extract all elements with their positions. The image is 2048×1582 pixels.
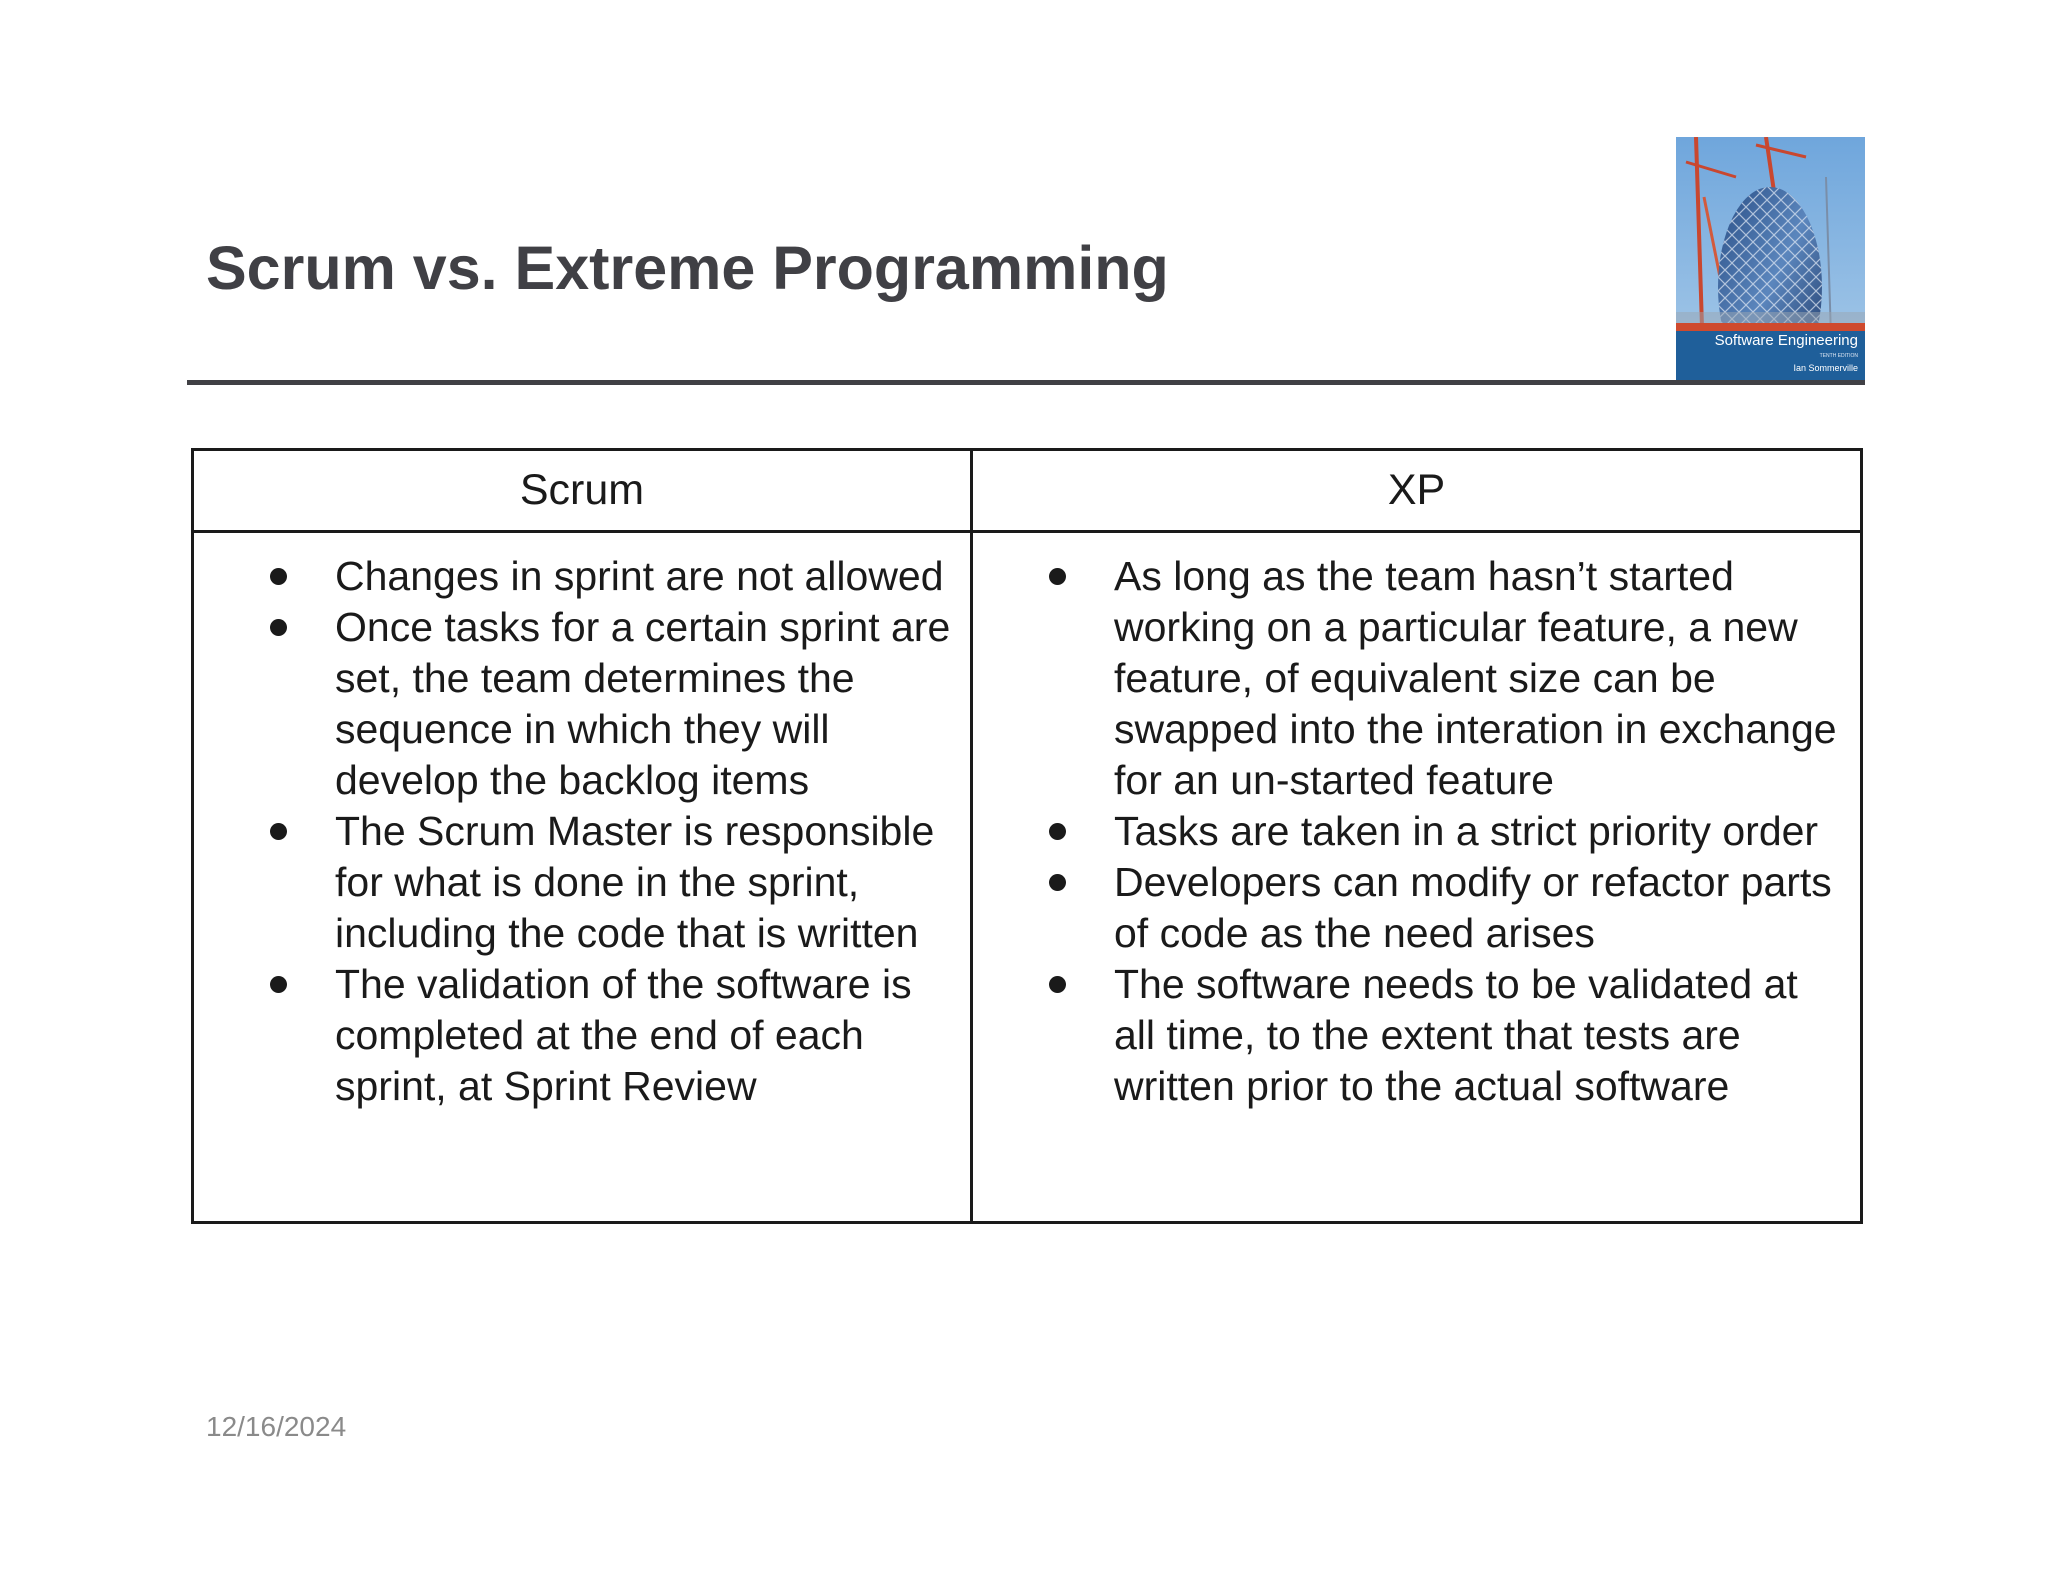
header-xp: XP xyxy=(1387,466,1446,514)
xp-item-text: The software needs to be validated at all time, to the extent that tests are written prior to the actual software xyxy=(1114,961,1798,1109)
list-item xyxy=(270,806,970,959)
cover-edition: TENTH EDITION xyxy=(1819,353,1858,359)
title-divider xyxy=(187,380,1865,385)
header-scrum: Scrum xyxy=(519,466,645,514)
bullet-icon xyxy=(1049,823,1066,840)
scrum-item-text: The validation of the software is completed at the end of each sprint, at Sprint Review xyxy=(335,961,912,1109)
list-item xyxy=(270,959,970,1112)
cover-author: Ian Sommerville xyxy=(1793,363,1858,373)
xp-item-text: Tasks are taken in a strict priority order xyxy=(1114,808,1819,854)
cover-title: Software Engineering xyxy=(1714,332,1858,349)
bullet-icon xyxy=(270,976,287,993)
list-item xyxy=(270,602,970,806)
comparison-table xyxy=(191,448,1863,1224)
xp-bullet-list xyxy=(1049,551,1849,1112)
bullet-icon xyxy=(270,568,287,585)
book-cover-image xyxy=(1676,137,1865,383)
slide-title: Scrum vs. Extreme Programming xyxy=(206,234,1169,302)
scrum-bullet-list xyxy=(270,551,970,1112)
list-item xyxy=(1049,959,1849,1112)
table-header-row xyxy=(194,451,1860,533)
bullet-icon xyxy=(270,823,287,840)
list-item xyxy=(270,551,970,602)
list-item xyxy=(1049,551,1849,806)
xp-cell xyxy=(1049,551,1849,1112)
bullet-icon xyxy=(1049,568,1066,585)
scrum-item-text: Once tasks for a certain sprint are set, the team determines the sequence in which they will develop the backlog items xyxy=(335,604,951,803)
slide-date: 12/16/2024 xyxy=(206,1411,347,1442)
scrum-cell xyxy=(270,551,970,1112)
scrum-item-text: Changes in sprint are not allowed xyxy=(335,553,944,599)
column-divider xyxy=(970,451,973,1221)
xp-item-text: Developers can modify or refactor parts of code as the need arises xyxy=(1114,859,1832,956)
bullet-icon xyxy=(1049,874,1066,891)
bullet-icon xyxy=(1049,976,1066,993)
scrum-item-text: The Scrum Master is responsible for what is done in the sprint, including the code that is written xyxy=(335,808,935,956)
xp-item-text: As long as the team hasn’t started working on a particular feature, a new feature, of equivalent size can be swapped into the interation in exchange for an un-started feature xyxy=(1114,553,1837,803)
list-item xyxy=(1049,806,1849,857)
list-item xyxy=(1049,857,1849,959)
bullet-icon xyxy=(270,619,287,636)
